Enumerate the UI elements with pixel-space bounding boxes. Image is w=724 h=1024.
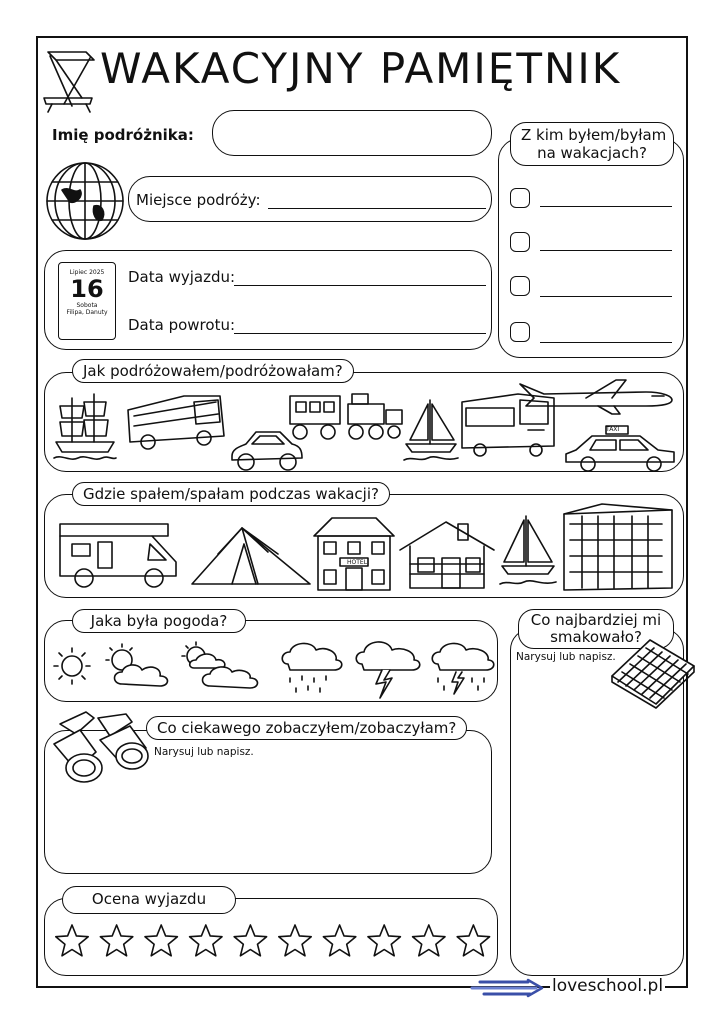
rating-stars: [52, 922, 496, 962]
page-title: WAKACYJNY PAMIĘTNIK: [100, 44, 622, 93]
deck-chair-icon: [42, 46, 102, 112]
companion-checkbox[interactable]: [510, 188, 530, 208]
rating-star[interactable]: [323, 925, 355, 956]
weather-question: Jaka była pogoda?: [72, 609, 246, 633]
food-question-line1: Co najbardziej mi: [530, 611, 662, 629]
tent-icon: [188, 524, 314, 590]
companion-line[interactable]: [540, 342, 672, 343]
thunderstorm-rain-icon: [428, 640, 496, 698]
companion-checkbox[interactable]: [510, 232, 530, 252]
calendar-icon: [58, 262, 116, 340]
traveler-name-field[interactable]: [212, 110, 492, 156]
calendar-names: Filipa, Danuty: [66, 309, 108, 316]
return-line[interactable]: [234, 333, 486, 334]
sights-hint: Narysuj lub napisz.: [154, 746, 254, 758]
rating-star[interactable]: [368, 925, 400, 956]
sun-icon: [52, 646, 92, 686]
place-line[interactable]: [268, 208, 486, 209]
companions-question-line1: Z kim byłem/byłam: [521, 126, 667, 144]
sailboat-icon: [402, 396, 460, 464]
rating-star[interactable]: [457, 925, 489, 956]
taxi-icon: [562, 424, 678, 472]
calendar-year: 2025: [89, 269, 105, 276]
calendar-weekday: Sobota: [76, 302, 98, 309]
companions-question-line2: na wakacjach?: [537, 144, 647, 162]
departure-label: Data wyjazdu:: [128, 268, 236, 286]
companion-line[interactable]: [540, 250, 672, 251]
rating-star[interactable]: [413, 925, 445, 956]
rating-star[interactable]: [234, 925, 266, 956]
place-label: Miejsce podróży:: [136, 191, 261, 209]
apartment-icon: [562, 500, 674, 594]
storm-cloud-icon: [352, 638, 422, 700]
hotel-sign: HOTEL: [347, 559, 368, 566]
sun-cloud-icon: [102, 644, 174, 690]
rating-star[interactable]: [56, 925, 88, 956]
camper-icon: [56, 516, 180, 590]
return-label: Data powrotu:: [128, 316, 236, 334]
cottage-icon: [398, 518, 496, 592]
speed-lines-icon: [470, 978, 546, 1000]
companion-line[interactable]: [540, 206, 672, 207]
traveler-label: Imię podróżnika:: [52, 126, 194, 144]
calendar-month: Lipiec: [69, 269, 88, 276]
ship-icon: [50, 390, 120, 462]
lodging-question: Gdzie spałem/spałam podczas wakacji?: [72, 482, 390, 506]
transport-question: Jak podróżowałem/podróżowałam?: [72, 359, 354, 383]
rating-label: Ocena wyjazdu: [62, 886, 236, 914]
plane-icon: [516, 376, 676, 416]
sailboat-icon: [498, 512, 558, 588]
rating-star[interactable]: [279, 925, 311, 956]
hotel-icon: [310, 514, 398, 594]
waffle-icon: [610, 636, 696, 708]
companion-checkbox[interactable]: [510, 276, 530, 296]
food-question-line2: smakowało?: [550, 628, 642, 646]
rating-star[interactable]: [190, 925, 222, 956]
sights-question: Co ciekawego zobaczyłem/zobaczyłam?: [146, 716, 467, 740]
globe-icon: [44, 160, 126, 242]
companion-line[interactable]: [540, 296, 672, 297]
taxi-sign: TAXI: [606, 426, 620, 433]
bus-icon: [124, 392, 228, 452]
train-icon: [286, 390, 410, 442]
departure-line[interactable]: [234, 285, 486, 286]
brand-text: loveschool.pl: [552, 976, 664, 996]
rain-cloud-icon: [278, 640, 344, 696]
sun-clouds-icon: [180, 642, 264, 690]
rating-star[interactable]: [100, 925, 132, 956]
rating-star[interactable]: [145, 925, 177, 956]
companions-question: [510, 122, 674, 166]
companion-checkbox[interactable]: [510, 322, 530, 342]
binoculars-icon: [46, 708, 150, 784]
calendar-day: 16: [70, 275, 104, 303]
food-hint: Narysuj lub napisz.: [516, 651, 616, 663]
